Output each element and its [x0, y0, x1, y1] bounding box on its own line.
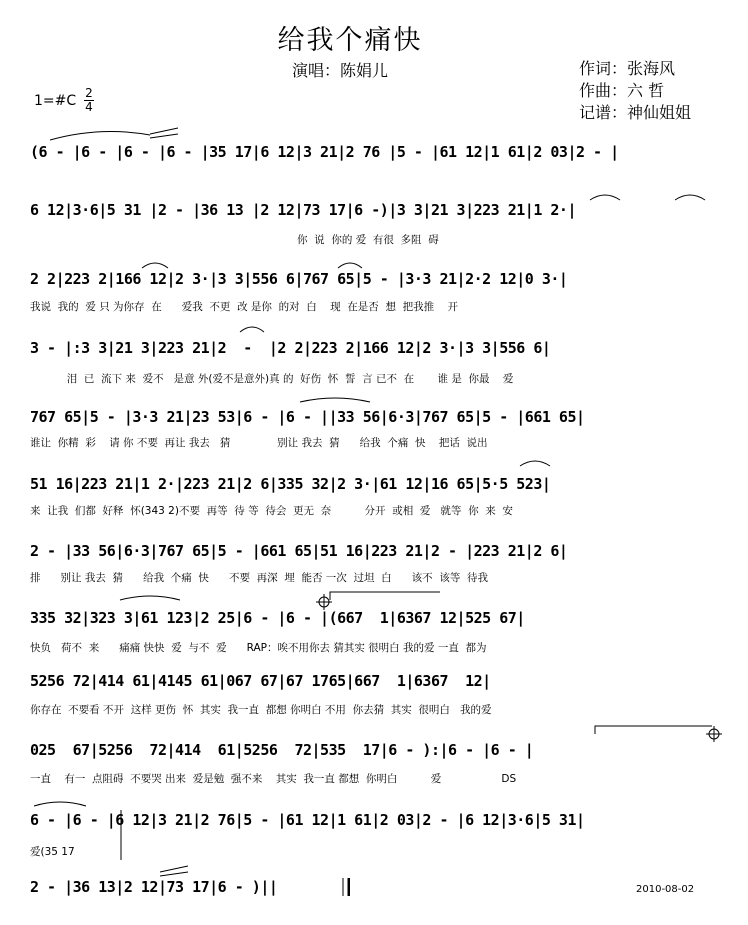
- lyric-row-8: 快负 荷不 来 痛痛 快快 爱 与不 爱 RAP：唉不用你去 猜其实 很明白 我的爱 一直 都为: [30, 642, 487, 654]
- staff-row-8: 335 32|323 3|61 123|2 25|6 - |6 - |(667 1|6367 12|525 67|: [30, 609, 525, 627]
- staff-row-11: 6 - |6 - |6 12|3 21|2 76|5 - |61 12|1 61|2 03|2 - |6 12|3·6|5 31|: [30, 811, 585, 829]
- meter-bottom: 4: [85, 100, 93, 114]
- lyricist-credit: 作词：张海风: [579, 59, 676, 78]
- composer-credit: 作曲：六 哲: [579, 81, 665, 100]
- staff-row-5: 767 65|5 - |3·3 21|23 53|6 - |6 - ||33 56|6·3|767 65|5 - |661 65|: [30, 408, 585, 426]
- lyric-row-2: 你 说 你的 爱 有很 多阻 碍: [30, 234, 439, 246]
- footer-date: 2010-08-02: [636, 884, 695, 895]
- staff-row-7: 2 - |33 56|6·3|767 65|5 - |661 65|51 16|223 21|2 - |223 21|2 6|: [30, 542, 568, 560]
- lyric-row-4: 泪 已 流下 来 爱不 是意 外(爱不是意外)真 的 好伤 怀 誓 言 已不 在 谁 是 你最 爱: [30, 373, 514, 385]
- staff-row-6: 51 16|223 21|1 2·|223 21|2 6|335 32|2 3·|61 12|16 65|5·5 523|: [30, 475, 551, 493]
- time-signature: [84, 88, 94, 113]
- staff-row-1: (6 - |6 - |6 - |6 - |35 17|6 12|3 21|2 76 |5 - |61 12|1 61|2 03|2 - |: [30, 143, 619, 161]
- song-title: 给我个痛快: [277, 25, 423, 56]
- singer-credit: 演唱：陈娟儿: [292, 61, 389, 80]
- meter-top: 2: [85, 86, 93, 100]
- staff-row-2: 6 12|3·6|5 31 |2 - |36 13 |2 12|73 17|6 -)|3 3|21 3|223 21|1 2·|: [30, 201, 576, 219]
- lyric-row-7: 排 别让 我去 猜 给我 个痛 快 不要 再深 埋 能否 一次 过坦 白 该不 该等 待我: [30, 572, 489, 584]
- staff-row-9: 5256 72|414 61|4145 61|067 67|67 1765|667 1|6367 12|: [30, 672, 491, 690]
- lyric-row-5: 谁让 你精 彩 请 你 不要 再让 我去 猜 别让 我去 猜 给我 个痛 快 把话 说出: [30, 437, 488, 449]
- lyric-row-3: 我说 我的 爱 只 为你存 在 爱我 不更 改 是你 的对 白 现 在是否 想 把我推 开: [30, 301, 458, 313]
- staff-row-3: 2 2|223 2|166 12|2 3·|3 3|556 6|767 65|5 - |3·3 21|2·2 12|0 3·|: [30, 270, 568, 288]
- lyric-row-9: 你存在 不要看 不开 这样 更伤 怀 其实 我一直 都想 你明白 不用 你去猜 其实 很明白 我的爱: [30, 704, 492, 716]
- transcriber-credit: 记谱：神仙姐姐: [579, 103, 692, 122]
- staff-row-4: 3 - |:3 3|21 3|223 21|2 - |2 2|223 2|166 12|2 3·|3 3|556 6|: [30, 339, 551, 357]
- lyric-row-10: 一直 有一 点阻碍 不要哭 出来 爱是勉 强不来 其实 我一直 都想 你明白 爱 DS: [30, 773, 517, 785]
- staff-row-12: 2 - |36 13|2 12|73 17|6 - )||: [30, 878, 278, 896]
- lyric-row-6: 来 让我 们都 好释 怀(343 2)不要 再等 待 等 待会 更无 奈 分开 或相 爱 就等 你 来 安: [30, 505, 513, 517]
- lyric-row-11: 爱(35 17: [30, 846, 75, 858]
- key-signature: 1=#C: [34, 93, 77, 109]
- staff-row-10: 025 67|5256 72|414 61|5256 72|535 17|6 - ):|6 - |6 - |: [30, 741, 534, 759]
